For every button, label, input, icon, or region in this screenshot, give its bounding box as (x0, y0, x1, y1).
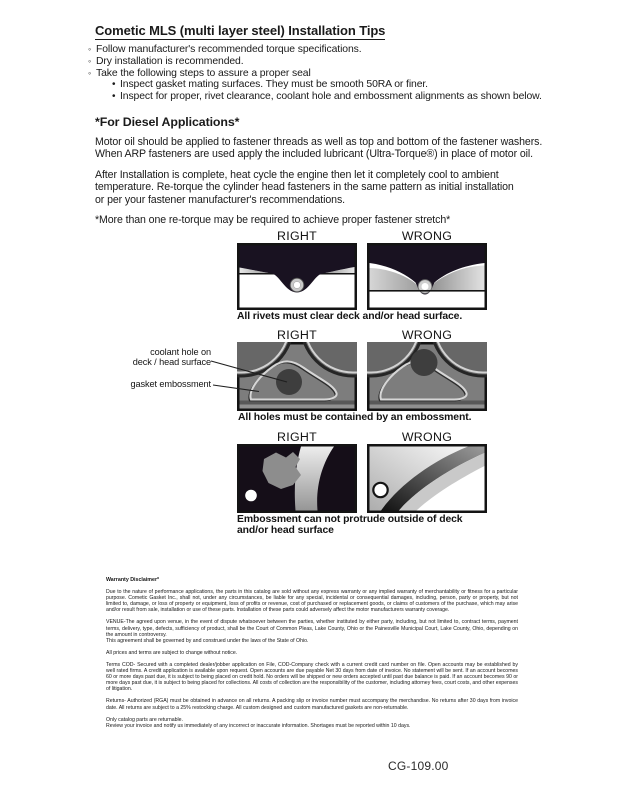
embossment-right-svg (237, 444, 357, 513)
wrong-label: WRONG (401, 229, 453, 243)
right-label: RIGHT (276, 229, 318, 243)
paragraph-line: temperature. Re-torque the cylinder head fasteners in the same pattern as initial installation (95, 181, 514, 194)
tip-text: Take the following steps to assure a proper seal (96, 67, 311, 79)
paragraph-line: When ARP fasteners are used apply the included lubricant (Ultra-Torque®) in place of motor oil. (95, 148, 533, 161)
diagram-caption (237, 515, 499, 537)
annotation-line: coolant hole on (150, 347, 211, 357)
legal-paragraph: VENUE-The agreed upon venue, in the event of dispute whatsoever between the parties, whether instituted by either party, including, but not limited to, contract terms, payment terms, delivery, type, defects, sufficiency of product, shall be the Court of Common Pleas, Lake County, Ohio or the Painesville Municipal Court, Lake County, Ohio, depending on the amount in controversy. This agreement shall be governed by and construed under the laws of the State of Ohio. (106, 619, 518, 644)
paragraph-line: *More than one re-torque may be required to achieve proper fastener stretch* (95, 214, 451, 227)
rivet-clearance-right-diagram (237, 243, 357, 310)
paragraph-line: After Installation is complete, heat cycle the engine then let it completely cool to ambient (95, 168, 499, 181)
right-label: RIGHT (276, 430, 318, 444)
diesel-applications-section (95, 115, 567, 234)
paragraph (95, 136, 567, 161)
rivet-right-svg (237, 243, 357, 310)
filled-bullet-icon: • (112, 79, 116, 91)
coolant-hole-annotation (118, 347, 211, 368)
paragraph-line: or per your fastener manufacturer's recommendations. (95, 193, 346, 206)
diesel-heading: *For Diesel Applications* (95, 115, 240, 129)
embossment-wrong-svg (367, 444, 487, 513)
wrong-label: WRONG (401, 430, 453, 444)
list-item (88, 56, 558, 68)
open-bullet-icon: ◦ (88, 67, 92, 78)
annotation-line: gasket embossment (130, 379, 211, 389)
legal-paragraph: All prices and terms are subject to change without notice. (106, 649, 238, 656)
warranty-heading: Warranty Disclaimer* (106, 577, 160, 583)
diagram-caption: All rivets must clear deck and/or head surface. (237, 311, 463, 322)
filled-bullet-icon: • (112, 91, 116, 103)
open-bullet-icon: ◦ (88, 55, 92, 66)
legal-paragraph: Terms COD- Secured with a completed dealer/jobber application on File, COD-Company check with a current credit card number on file. Open accounts may be established by well rated firms. A credit application is available upon request. Open accounts are due payable Net 30 days from date of invoice. No statement will be sent. If an account becomes 60 or more days past due, it is subject to being placed on credit hold. No orders will be shipped or new orders accepted until past due balance is paid. If an account becomes 90 or more days past due, it is subject to being placed for collections. All costs of collection are the responsibility of the customer, including attorney fees, court costs, and other expenses of litigation. (106, 661, 518, 693)
legal-paragraph: Returns- Authorized (RGA) must be obtained in advance on all returns. A packing slip or invoice number must accompany the merchandise. No returns after 30 days from invoice date. All returns are subject to a 25% restocking charge. All custom designed and custom manufactured gaskets are non-returnable. (106, 698, 518, 711)
right-label: RIGHT (276, 328, 318, 342)
page-number: CG-109.00 (388, 759, 449, 773)
rivet-clearance-wrong-diagram (367, 243, 487, 310)
bolt-hole (373, 483, 387, 497)
coolant-right-svg (237, 342, 357, 411)
coolant-hole-wrong-diagram (367, 342, 487, 411)
list-item (88, 44, 558, 56)
coolant-hole-right-diagram (237, 342, 357, 411)
caption-line: and/or head surface (237, 524, 334, 536)
open-bullet-icon: ◦ (88, 44, 92, 54)
tip-text: Inspect for proper, rivet clearance, coolant hole and embossment alignments as shown below. (120, 91, 542, 103)
coolant-wrong-svg (367, 342, 487, 411)
paragraph (95, 169, 567, 206)
annotation-line: deck / head surface (132, 357, 211, 368)
coolant-hole (411, 349, 438, 376)
rivet-wrong-svg (367, 243, 487, 310)
gasket-embossment-annotation (118, 379, 211, 389)
embossment-right-diagram (237, 444, 357, 513)
wrong-label: WRONG (401, 328, 453, 342)
page-title: Cometic MLS (multi layer steel) Installation Tips (95, 23, 386, 38)
list-item (88, 91, 558, 103)
legal-paragraph: Due to the nature of performance applications, the parts in this catalog are sold without any express warranty or any implied warranty of merchantability or fitness for a particular purpose. Cometic Gasket Inc., shall not, under any circumstances, be liable for any special, incidental or consequential damages, including, person, party or property, but not limited to, damage, or loss of property or equipment, loss of profits or revenue, cost of purchased or replacement goods, or claims of customers of the purchase, which may arise and/or result from sale, installation or use of these parts. Installation of these parts could adversely affect the motor manufacturers warranty coverage. (106, 589, 518, 614)
diagram-caption: All holes must be contained by an embossment. (238, 412, 472, 423)
tip-text: Dry installation is recommended. (96, 55, 244, 67)
list-item (88, 79, 558, 91)
caption-line: Embossment can not protrude outside of deck (237, 514, 463, 525)
warranty-disclaimer-section (106, 577, 518, 735)
deck-line (370, 290, 485, 292)
tip-text: Inspect gasket mating surfaces. They must be smooth 50RA or finer. (120, 79, 428, 91)
install-tips-list (88, 44, 558, 103)
legal-paragraph: Only catalog parts are returnable. Review your invoice and notify us immediately of any incorrect or inaccurate information. Shortages must be reported within 10 days. (106, 716, 411, 729)
tip-text: Follow manufacturer's recommended torque specifications. (96, 44, 362, 55)
embossment-wrong-diagram (367, 444, 487, 513)
paragraph-line: Motor oil should be applied to fastener threads as well as top and bottom of the fastener washers. (95, 136, 543, 148)
paragraph (95, 214, 567, 226)
bolt-hole (245, 490, 257, 502)
list-item (88, 68, 558, 80)
coolant-hole (276, 369, 302, 395)
